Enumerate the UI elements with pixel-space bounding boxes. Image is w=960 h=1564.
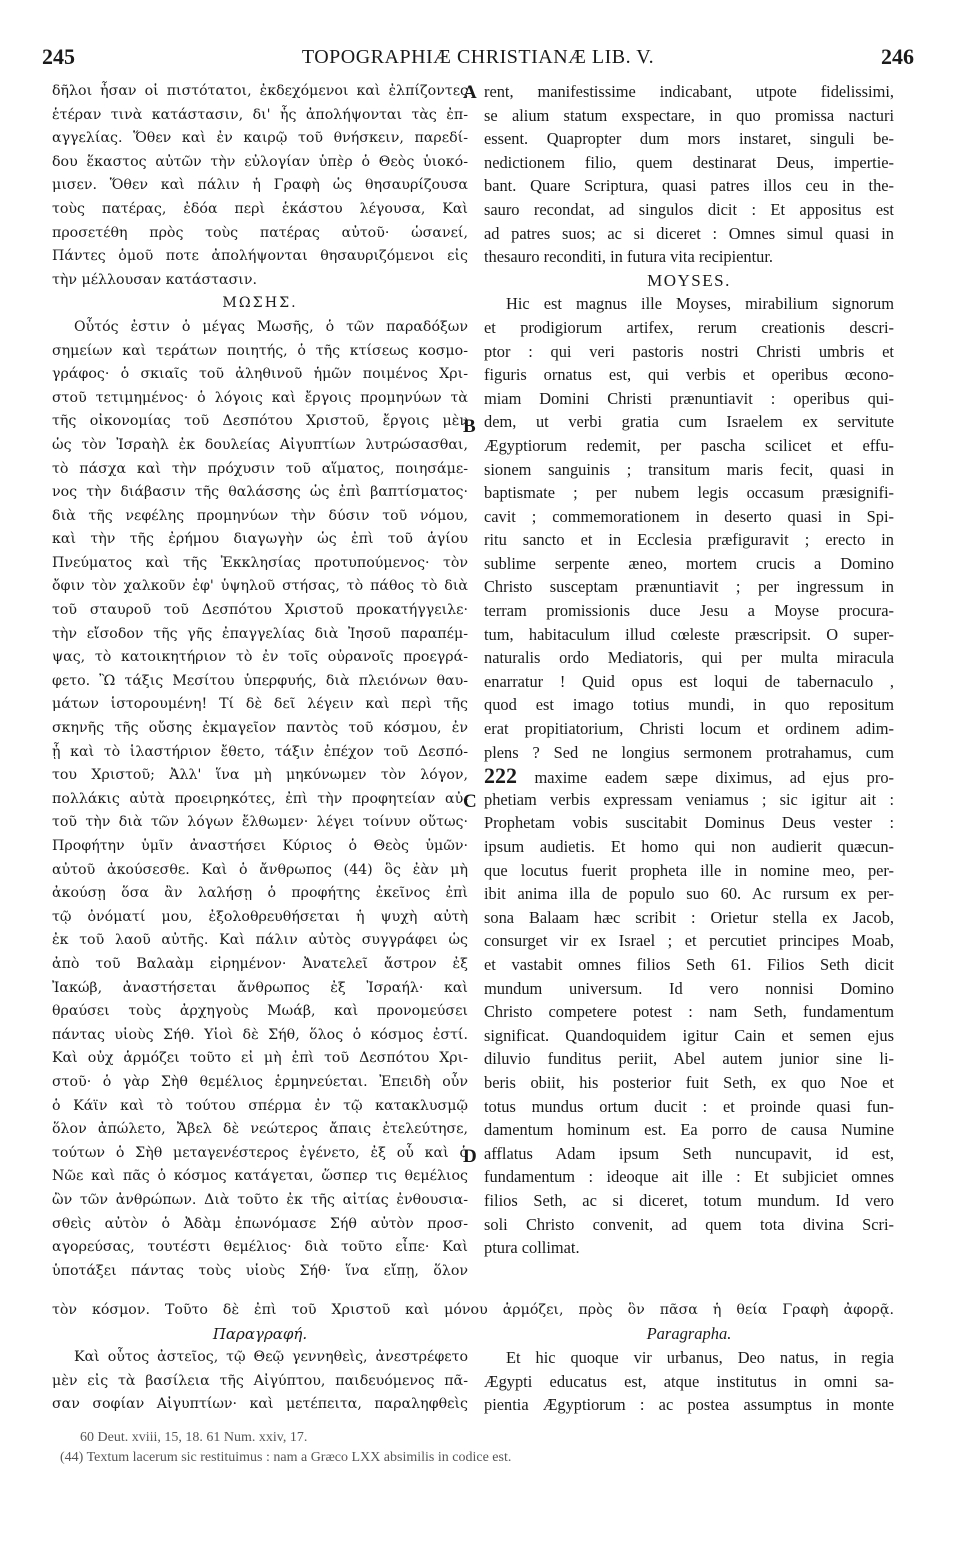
text-line: ptor : qui veri pastoris nostri Christi umbris et [484,341,894,361]
column-reference-number: 222 [484,764,517,788]
text-line: filios Seth, ac si diceret, totum mundum. Id vero [484,1190,894,1210]
text-line: se alium statum exspectare, in quo promissa nacturi [484,105,894,125]
text-line: τὴν εἴσοδον τῆς γῆς ἐπαγγελίας διὰ Ἰησοῦ παραπέμ- [52,625,468,642]
text-line: Νῶε καὶ πᾶς ὁ κόσμος κατάγεται, ὥσπερ τις θεμέλιος [52,1168,468,1185]
text-line: Et hic quoque vir urbanus, Deo natus, in regia [506,1348,894,1367]
text-line: et vastabit omnes filios Seth 61. Filios Seth dicit [484,954,894,974]
text-line: μάτων ἱστορουμένη! Τί δὲ δεῖ λέγειν καὶ περὶ τῆς [52,696,468,713]
greek-closing-line: τὸν κόσμον. Τοῦτο δὲ ἐπὶ τοῦ Χριστοῦ καὶ μόνου ἁρμόζει, πρὸς ὃν πᾶσα ἡ θεία Γραφὴ ἀφορᾷ. [52,1302,894,1318]
text-line: beris obiit, his posterior fuit Seth, ex quo Noe et [484,1072,894,1092]
footnotes [60,1428,900,1468]
text-line: phetiam verbis expressam veniamus ; sic igitur ait : [484,789,894,809]
text-line: ὑποτάξει πάντας τοὺς υἱοὺς Σήθ· ἵνα εἴπῃ, ὅλον [52,1262,468,1279]
text-line: ipsum audietis. Et homo qui non audierit quæcun- [484,837,894,856]
margin-letter-d: D [463,1146,477,1167]
text-line: σκηνῆς τῆς οὔσης ἐκμαγεῖον παντὸς τοῦ κόσμου, ἐν [52,720,468,737]
text-line: πολλάκις αὐτὰ προειρηκότες, ἐπὶ τὴν προφητείαν αὐ- [52,790,468,807]
text-line: dem, ut verbi gratia cum Israelem ex servitute [484,412,894,432]
latin-subheading: Paragrapha. [646,1324,732,1343]
text-line: Ἰακώβ, ἀναστήσεται ἄνθρωπος ἐξ Ἰσραήλ· καὶ [52,979,468,996]
text-line: τῆς οἰκονομίας τοῦ Δεσπότου Χριστοῦ, ἔργοις μὲν [52,413,468,430]
text-line: ὁ Κάϊν καὶ τὸ τούτου σπέρμα ἐν τῷ κατακλυσμῷ [52,1097,468,1114]
text-line: ἀπὸ τοῦ Βαλαὰμ εἰρημένον· Ἀνατελεῖ ἄστρον ἐξ [52,955,468,972]
text-line: consurget vir ex Israel ; et percutiet principes Moab, [484,931,894,951]
text-line: quod est imago totius mundi, in quo repositum [484,695,894,715]
text-line: διὰ τῆς νεφέλης προμηνύων τὴν δύσιν τοῦ νόμου, [52,507,468,524]
text-line: sublime serpente æneo, mortem crucis a Domino [484,553,894,573]
text-line: ibit anima illa de populo suo 60. Ac rursum ex per- [484,884,894,904]
text-line: του Χριστοῦ; Ἀλλ' ἵνα μὴ μηκύνωμεν τὸν λόγον, [52,767,468,784]
text-line: φετο. Ὢ τάξις Μεσίτου ὑπερφυής, διὰ πλειόνων θαυ- [52,672,468,689]
text-line-rest: maxime eadem sæpe diximus, ad ejus pro- [534,768,894,788]
text-line: tum, habitaculum illud cœleste præscripsit. O super- [484,624,894,644]
page-number-right: 246 [881,44,914,69]
section-heading: MOYSES. [647,270,731,290]
text-line: Πνεύματος καὶ τῆς Ἐκκλησίας προτυπούμενος· τὸν [52,554,468,571]
text-line: νος τὴν διάβασιν τῆς θαλάσσης ὡς ἐπὶ βαπτίσματος· [52,484,468,501]
text-line: sona Balaam hæc scribit : Orietur stella ex Jacob, [484,907,894,927]
latin-column [484,80,894,1260]
text-line: ἀκούσῃ ὅσα ἂν λαλήσῃ ὁ προφήτης ἐκεῖνος ἐπὶ [52,885,468,902]
text-line: στοῦ τετιμημένος· ὁ λόγοις καὶ ἔργοις προμηνύων τὰ [52,389,468,406]
text-line: mundum universum. Id vero nonnisi Domino [484,978,894,998]
text-line: terram promissionis duce Jesu a Moyse procura- [484,601,894,621]
text-line: ὢν τῶν ἀνθρώπων. Διὰ τοῦτο ἐκ τῆς αἰτίας ἐνθουσια- [52,1191,468,1208]
text-line: bant. Quare Scriptura, quasi patres illos ceu in the- [484,176,894,196]
text-line: τῷ ὀνόματί μου, ἐξολοθρευθήσεται ἡ ψυχὴ αὐτὴ [52,908,468,925]
text-line: ψας, τὸ κατοικητήριον τὸ ἐν τοῖς οὐρανοῖς προεγρά- [52,649,468,666]
text-line: δου ἕκαστος αὐτῶν τὴν εὐλογίαν ὑπὲρ ὁ Θεὸς ὑιοκό- [52,153,468,170]
text-line: ὅλον ἀπώλετο, Ἄβελ δὲ νεώτερος ἄπαις ἐτελεύτησε, [52,1121,468,1138]
text-line: Ægypti educatus est, atque institutus in omni sa- [484,1371,894,1391]
text-line: δῆλοι ἦσαν οἱ πιστότατοι, ἐκδεχόμενοι καὶ ἐλπίζοντες [52,83,468,99]
text-line: πάντας υἱοὺς Σήθ. Υἱοὶ δὲ Σήθ, ὅλος ὁ κόσμος ἐστί. [52,1026,468,1043]
text-line: nedictionem filio, quem destinarat Deus, impertie- [484,152,894,172]
text-line: figuris ornatus est, qui verbis et operibus œcono- [484,365,894,385]
subheadings [0,1322,960,1346]
text-line: ritu sancto et in Ecclesia præfiguravit ; erecto in [484,530,894,550]
text-line: αὐτοῦ ἀκούσεσθε. Καὶ ὁ ἄνθρωπος (44) ὃς ἐὰν μὴ [52,861,468,878]
text-line: pientia Ægyptiorum : ac postea assumptus in monte [484,1395,894,1415]
margin-letter-b: B [463,416,476,437]
text-line: Prophetam vobis suscitabit Dominus Deus vester : [484,813,894,833]
text-line: θραύσει τοὺς ἀρχηγοὺς Μωάβ, καὶ προνομεύσει [52,1003,468,1020]
text-line: Hic est magnus ille Moyses, mirabilium signorum [506,294,894,314]
text-line: Καὶ οὐχ ἁρμόζει τοῦτο εἰ μὴ ἐπὶ τοῦ Δεσπότου Χρι- [52,1050,468,1067]
text-line [484,764,894,788]
text-line: ἑτέραν τινὰ κατάστασιν, δι' ἧς ἀπολήψονται τὰς ἐπ- [52,106,468,123]
text-line: ὄφιν τὸν χαλκοῦν ἐφ' ὑψηλοῦ στήσας, τὸ πάθος τὸ διὰ [52,578,468,595]
text-line: ad patres suos; ac si diceret : Omnes simul quasi in [484,223,894,243]
text-line: Christo competere potest : nam Seth, fundamentum [484,1002,894,1022]
text-line: καὶ τὴν τῆς ἐρήμου διαγωγὴν ὡς ἐπὶ τοῦ ἁγίου [52,531,468,548]
text-line: que locutus fuerit propheta ille in nomine meo, per- [484,860,894,880]
text-line: sionem sanguinis ; transitum maris fecit, quasi in [484,459,894,479]
text-line: Προφήτην ὑμῖν ἀναστήσει Κύριος ὁ Θεὸς ὑμῶν· [52,838,468,854]
text-line: plens ? Sed ne longius sermonem protrahamus, cum [484,742,894,762]
text-line: τούτων ὁ Σὴθ μεταγενέστερος ἐγένετο, ἐξ οὗ καὶ ὁ [52,1144,468,1161]
text-line: σθεὶς αὐτὸν ὁ Ἀδὰμ ἐπωνόμασε Σήθ αὐτὸν προσ- [52,1215,468,1232]
text-line: Christo susceptam prænuntiavit ; per ingressum in [484,577,894,597]
text-line: σημείων καὶ τεράτων ποιητής, ὁ τῆς κτίσεως κοσμο- [52,342,468,359]
section-heading: ΜΩΣΗΣ. [222,295,298,312]
page-number-left: 245 [42,44,75,69]
text-line: erat propitiatorium, Christi locum et ordinem adim- [484,719,894,739]
text-line: στοῦ· ὁ γὰρ Σὴθ θεμέλιος ἑρμηνεύεται. Ἐπειδὴ οὖν [52,1073,468,1090]
text-line: ᾗ καὶ τὸ ἱλαστήριον ἔθετο, τάξιν ἐπέχον τοῦ Δεσπό- [52,743,468,760]
text-line: essent. Quapropter dum mors instaret, singuli be- [484,129,894,149]
text-line: baptismate ; per nubem legis occasum præsignifi- [484,483,894,503]
text-line: σαν σοφίαν Αἰγυπτίων· καὶ μετέπειτα, παραληφθεὶς [52,1396,468,1413]
running-header [42,44,914,70]
margin-letter-a: A [463,82,477,103]
text-line: προσετέθη πρὸς τοὺς πατέρας αὐτοῦ· ὡσανεί, [52,224,468,241]
running-title: TOPOGRAPHIÆ CHRISTIANÆ LIB. V. [301,46,655,68]
text-line: totus mundus ortum ducit : et proinde quasi fun- [484,1096,894,1116]
text-line: ὡς τὸν Ἰσραὴλ ἐκ δουλείας Αἰγυπτίων λυτρώσασθαι, [52,436,468,453]
greek-column-bottom [52,1346,468,1417]
text-line: sauro recondat, ad singulos dicit : Et appositus est [484,199,894,219]
text-line: Καὶ οὗτος ἀστεῖος, τῷ Θεῷ γεννηθεὶς, ἀνεστρέφετο [74,1349,468,1365]
text-line: et prodigiorum artifex, rerum creationis descri- [484,317,894,337]
latin-column-bottom [484,1346,894,1417]
text-line: ptura collimat. [484,1238,580,1258]
footnote-references: 60 Deut. xviii, 15, 18. 61 Num. xxiv, 17. [80,1430,308,1445]
text-line: τὸ πάσχα καὶ τὴν πρόχυσιν τοῦ αἵματος, ποιησάμε- [52,460,468,477]
text-line: αγγελίας. Ὅθεν καὶ ἐν καιρῷ τοῦ θνήσκειν, παρεδί- [52,130,468,147]
greek-column [52,80,468,1283]
text-line: enarratur ! Quid opus est loqui de tabernaculo , [484,671,894,691]
text-line: Οὗτός ἐστιν ὁ μέγας Μωσῆς, ὁ τῶν παραδόξων [74,318,468,335]
text-line: naturalis ordo Mediatoris, qui per multa miracula [484,648,894,668]
text-line: τοὺς πατέρας, ἐδόα περὶ ἑκάστου λέγουσα, Καὶ [52,200,468,217]
text-line: diluvio funditus periit, Abel autem junior sine li- [484,1049,894,1069]
footnote-text: (44) Textum lacerum sic restituimus : nam a Græco LXX absimilis in codice est. [60,1450,512,1465]
text-line: μὲν εἰς τὰ βασίλεια τῆς Αἰγύπτου, παιδευόμενος πᾶ- [52,1372,468,1389]
text-line: τοῦ τὴν διὰ τῶν λόγων ἔλθωμεν· λέγει τοίνυν οὕτως· [52,814,468,831]
text-line: αγορεύσας, τουτέστι θεμέλιος· διὰ τοῦτο εἶπε· Καὶ [52,1239,468,1256]
text-line: significat. Quandoquidem igitur Cain et semen ejus [484,1025,894,1045]
margin-letter-c: C [463,791,477,812]
text-line: damentum hominum est. Ea porro de causa Numine [484,1120,894,1140]
text-line: afflatus Adam ipsum Seth nuncupavit, id est, [484,1143,894,1163]
text-line: soli Christo convenit, ad quem tota divina Scri- [484,1214,894,1234]
text-line: thesauro reconditi, in futura vita recipientur. [484,247,774,267]
text-line: Πάντες ὁμοῦ ποτε ἀπολήψονται θησαυριζόμενοι εἰς [52,248,468,265]
greek-subheading: Παραγραφή. [212,1325,308,1343]
text-line: τοῦ σταυροῦ τοῦ Δεσπότου Χριστοῦ προκατήγγειλε· [52,602,468,619]
text-line: μισεν. Ὅθεν καὶ πάλιν ἡ Γραφὴ ὡς θησαυρίζουσα [52,177,468,194]
text-line: γράφος· ὁ σκιαῖς τοῦ ἀληθινοῦ ἡμῶν ποιμένος Χρι- [52,366,468,383]
text-line: ἐκ τοῦ λαοῦ αὐτῆς. Καὶ πάλιν αὐτὸς συγγράφει ὡς [52,932,468,949]
text-line: miam Domini Christi prænuntiavit : operibus qui- [484,388,894,408]
text-line: τὴν μέλλουσαν κατάστασιν. [52,271,257,288]
text-line: fundamentum : ideoque ait ille : Et subjiciet omnes [484,1167,894,1187]
text-line: cavit ; commemorationem in deserto quasi in Spi- [484,506,894,526]
text-line: rent, manifestissime indicabant, utpote fidelissimi, [484,82,894,101]
text-line: Ægyptiorum redemit, per pascha scilicet et effu- [484,435,894,455]
